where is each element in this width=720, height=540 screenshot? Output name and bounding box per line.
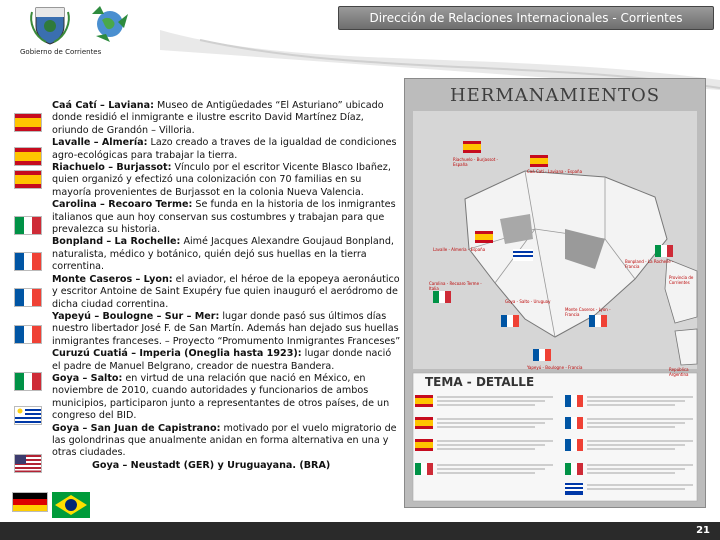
entry-lead: Lavalle – Almería: — [52, 137, 148, 149]
map-label: Yapeyú - Boulogne - Francia — [527, 365, 583, 370]
entry-lead: Riachuelo – Burjassot: — [52, 162, 172, 174]
gov-label: Gobierno de Corrientes — [20, 48, 102, 56]
map-label: Monte Caseros - Lyon - Francia — [565, 307, 611, 317]
usa-flag-icon — [14, 454, 42, 473]
section-title: TEMA - DETALLE — [425, 375, 535, 389]
map-label: Lavalle - Almería - España — [433, 247, 486, 252]
list-item — [52, 373, 402, 423]
entry-lead: Bonpland – La Rochelle: — [52, 236, 181, 248]
entry-text: motivado por el vuelo migratorio de las golondrinas que anualmente anidan en forma alternativa en una y otras ciudades. — [52, 422, 397, 459]
entry-lead: Monte Caseros – Lyon: — [52, 273, 173, 285]
title-bar — [338, 6, 714, 30]
entry-lead: Caá Catí – Laviana: — [52, 100, 154, 111]
entry-text: Lazo creado a traves de la igualdad de condiciones agro-ecológicas para trabajar la tierra. — [52, 137, 397, 161]
footer-bar — [0, 522, 720, 540]
entry-lead: Goya – Neustadt (GER) y Uruguayana. (BRA) — [92, 459, 331, 471]
list-item — [52, 423, 402, 460]
corrientes-map — [405, 79, 705, 507]
list-item — [52, 311, 402, 348]
entry-lead: Yapeyú – Boulogne – Sur – Mer: — [52, 310, 220, 322]
list-item — [52, 236, 402, 273]
france-flag-icon — [14, 252, 42, 271]
entry-lead: Curuzú Cuatiá – Imperia (Oneglia hasta 1923): — [52, 348, 302, 360]
list-item — [52, 100, 402, 137]
page-number: 21 — [696, 525, 710, 536]
map-label: Goya - Salto - Uruguay — [505, 299, 551, 304]
entry-text: Museo de Antigüedades “El Asturiano” ubicado donde residió el inmigrante e ilustre escrito David Martínez Díaz, oriundo de Grandón – Villoria. — [52, 100, 384, 136]
map-label: Caá Catí - Laviana - España — [527, 169, 583, 174]
hermanamientos-panel — [404, 78, 706, 508]
spain-flag-icon — [14, 170, 42, 189]
entry-text: en virtud de una relación que nació en México, en noviembre de 2010, cuando autoridades y funcionarios de ambos municipios, participaron junto a representantes de otros países, de un congreso del BID. — [52, 372, 390, 422]
list-item — [52, 137, 402, 162]
map-label: Carolina - Recoaro Terme - Italia — [429, 281, 482, 291]
map-label: República Argentina — [669, 367, 689, 377]
map-label: Bonpland - La Rochelle - Francia — [625, 259, 674, 269]
france-flag-icon — [14, 288, 42, 307]
italy-flag-icon — [14, 372, 42, 391]
list-item — [52, 162, 402, 199]
uruguay-flag-icon — [14, 406, 42, 425]
italy-flag-icon — [14, 216, 42, 235]
entry-text: Se funda en la historia de los inmigrantes italianos que aun hoy conservan sus costumbres y trabajan para que prevalezca su historia. — [52, 199, 396, 236]
entry-lead: Goya – San Juan de Capistrano: — [52, 422, 221, 434]
map-label: Riachuelo - Burjassot - España — [453, 157, 499, 167]
page-title: Dirección de Relaciones Internacionales - Corrientes — [369, 11, 683, 25]
france-flag-icon — [14, 325, 42, 344]
spain-flag-icon — [14, 113, 42, 132]
germany-flag-icon — [12, 492, 48, 512]
panel-title: HERMANAMIENTOS — [449, 85, 661, 106]
entry-text: lugar donde nació el padre de Manuel Belgrano, creador de nuestra Bandera. — [52, 348, 392, 372]
flag-column — [8, 100, 54, 520]
map-label: Provincia de Corrientes — [669, 275, 694, 285]
entry-lead: Carolina – Recoaro Terme: — [52, 199, 193, 211]
entry-lead: Goya – Salto: — [52, 372, 123, 384]
list-item — [52, 460, 402, 472]
entry-text: Vínculo por el escritor Vicente Blasco Ibañez, quien organizó y efectizó una colonización con 70 familias en su mayoría provenientes de Burjassot en la colonia Nueva Valencia. — [52, 162, 391, 198]
list-item — [52, 274, 402, 311]
spain-flag-icon — [14, 147, 42, 166]
list-item — [52, 199, 402, 236]
hermanamientos-list — [52, 100, 402, 505]
entry-text: Aimé Jacques Alexandre Goujaud Bonpland, naturalista, médico y botánico, quién dejó sus huellas en la tierra correntina. — [52, 236, 394, 273]
list-item — [52, 348, 402, 373]
entry-text: lugar donde pasó sus últimos días nuestro libertador José F. de San Martín. Además han dejado sus huellas inmigrantes franceses. – Proyecto “Promumento Inmigrantes Franceses” — [52, 310, 401, 347]
entry-text: el aviador, el héroe de la epopeya aeronáutico y escritor Antoine de Saint Exupéry fue quien inauguró el aeródromo de dicha ciudad correntina. — [52, 273, 400, 310]
